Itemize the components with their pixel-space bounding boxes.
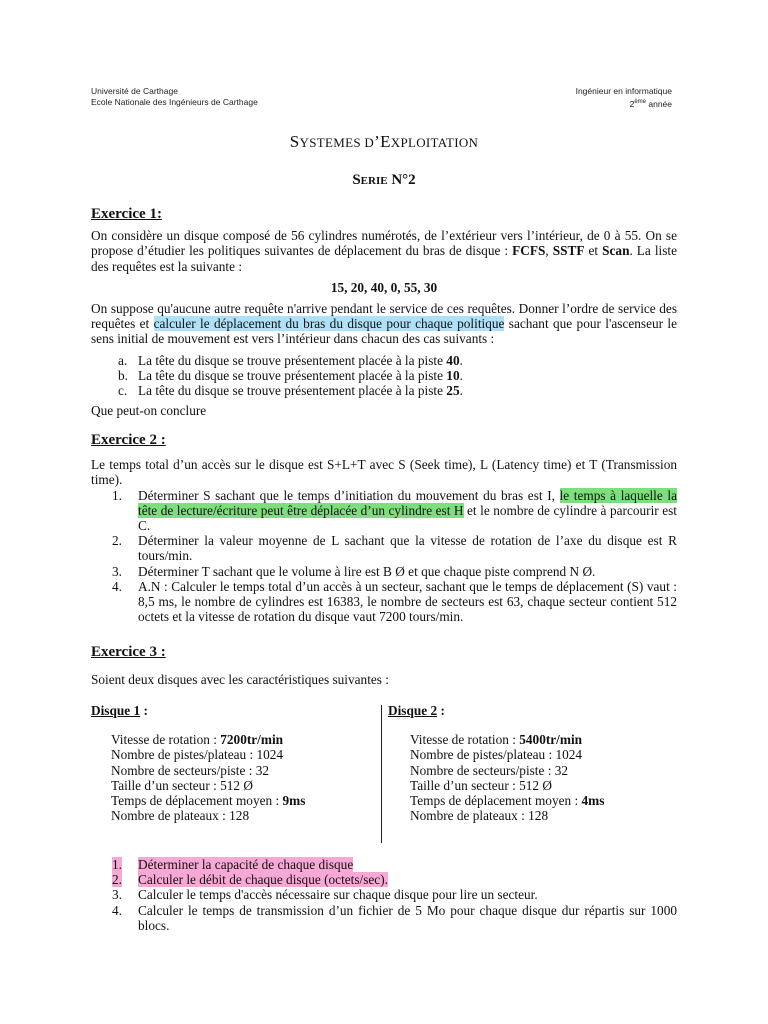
disk-1-sectors: Nombre de secteurs/piste : 32 — [111, 762, 270, 778]
disk-2-rotation: Vitesse de rotation : 5400tr/min — [410, 732, 583, 748]
disk-1-seek-time: Temps de déplacement moyen : 9ms — [111, 793, 306, 809]
disk-2-tracks: Nombre de pistes/plateau : 1024 — [410, 747, 583, 763]
year-label: 2ème année — [629, 98, 672, 109]
header-right — [576, 86, 672, 110]
exercise-3 — [91, 645, 677, 687]
conclusion-prompt: Que peut-on conclure — [91, 403, 207, 419]
list-item: 4. A.N : Calculer le temps total d’un accès à un secteur, sachant que le temps de déplacement (S) vaut : 8,5 ms, le nombre de cylindres est 16383, le nombre de secteurs est 63, chaque secteur contient 512 octets et la vitesse de rotation du disque vaut 7200 tours/min. — [112, 578, 677, 625]
series-title: SERIE N°2 — [352, 172, 416, 188]
exercise-1-intro: On considère un disque composé de 56 cylindres numérotés, de l’extérieur vers l’intérieur, de 0 à 55. On se propose d’étudier les politiques suivantes de déplacement du bras de disque : FCFS, SSTF et Scan. La liste des requêtes est la suivante : — [91, 228, 678, 274]
request-list: 15, 20, 40, 0, 55, 30 — [330, 279, 438, 295]
disk-1-tracks: Nombre de pistes/plateau : 1024 — [111, 747, 284, 763]
list-item: 1. Déterminer S sachant que le temps d’initiation du mouvement du bras est I, le temps à laquelle la tête de lecture/écriture peut être déplacée d’un cylindre est H et le nombre de cylindre à parcourir est C. — [112, 487, 678, 534]
header-left — [91, 86, 258, 108]
case-list — [91, 353, 677, 399]
university-name: Université de Carthage — [91, 86, 178, 96]
highlight-blue: calculer le déplacement du bras du disque pour chaque politique — [153, 316, 505, 332]
list-item: 2. Déterminer la valeur moyenne de L sachant que la vitesse de rotation de l’axe du disque est R tours/min. — [112, 533, 677, 564]
exercise-3-questions — [91, 857, 677, 933]
disk-2-sector-size: Taille d’un secteur : 512 Ø — [410, 777, 552, 793]
disk-2-column — [388, 703, 604, 823]
school-name: Ecole Nationale des Ingénieurs de Carthage — [91, 97, 258, 107]
list-item: c. La tête du disque se trouve présentement placée à la piste 25. — [118, 383, 463, 399]
exercise-1-heading: Exercice 1: — [91, 206, 162, 222]
exercise-3-heading: Exercice 3 : — [91, 644, 166, 660]
exercise-1 — [91, 207, 677, 418]
highlight-green: le temps à laquelle la tête de lecture/écriture peut être déplacée d’un cylindre est H — [138, 487, 678, 518]
exercise-2 — [91, 433, 677, 624]
exercise-2-list — [91, 488, 677, 625]
exercise-3-intro: Soient deux disques avec les caractéristiques suivantes : — [91, 672, 389, 688]
disk-1-column — [91, 703, 305, 823]
list-item: 2. Calculer le débit de chaque disque (octets/sec). — [112, 872, 388, 888]
disk-comparison — [91, 703, 691, 843]
column-divider — [381, 705, 382, 843]
disk-2-platters: Nombre de plateaux : 128 — [410, 808, 549, 824]
disk-2-seek-time: Temps de déplacement moyen : 4ms — [410, 793, 605, 809]
exercise-2-heading: Exercice 2 : — [91, 432, 166, 448]
disk-1-rotation: Vitesse de rotation : 7200tr/min — [111, 732, 284, 748]
list-item: 3. Déterminer T sachant que le volume à lire est B Ø et que chaque piste comprend N Ø. — [112, 563, 596, 579]
exercise-1-question: On suppose qu'aucune autre requête n'arrive pendant le service de ces requêtes. Donner l’ordre de service des requêtes et calculer le déplacement du bras du disque pour chaque politique sachant que pour l'ascenseur le sens initial de mouvement est vers l’intérieur dans chacun des cas suivants : — [91, 301, 678, 347]
disk-1-heading: Disque 1 : — [91, 703, 148, 718]
list-item: a. La tête du disque se trouve présentement placée à la piste 40. — [118, 352, 463, 368]
document-title: SYSTEMES D’EXPLOITATION — [289, 132, 479, 151]
exercise-2-intro: Le temps total d’un accès sur le disque est S+L+T avec S (Seek time), L (Latency time) et T (Transmission time). — [91, 457, 677, 488]
list-item: b. La tête du disque se trouve présentement placée à la piste 10. — [118, 367, 463, 383]
list-item: 4. Calculer le temps de transmission d’un fichier de 5 Mo pour chaque disque dur répartis sur 1000 blocs. — [112, 902, 677, 933]
list-item: 1. Déterminer la capacité de chaque disque — [112, 857, 354, 872]
highlight-pink: Calculer le débit de chaque disque (octets/sec). — [138, 872, 388, 888]
disk-2-sectors: Nombre de secteurs/piste : 32 — [410, 762, 569, 778]
list-item: 3. Calculer le temps d'accès nécessaire sur chaque disque pour lire un secteur. — [112, 887, 538, 903]
disk-1-platters: Nombre de plateaux : 128 — [111, 808, 250, 824]
disk-2-heading: Disque 2 : — [388, 703, 445, 718]
exercise-3-list — [91, 857, 677, 933]
program-name: Ingénieur en informatique — [575, 86, 672, 96]
disk-1-sector-size: Taille d’un secteur : 512 Ø — [111, 777, 253, 793]
highlight-pink: Déterminer la capacité de chaque disque — [138, 857, 354, 872]
